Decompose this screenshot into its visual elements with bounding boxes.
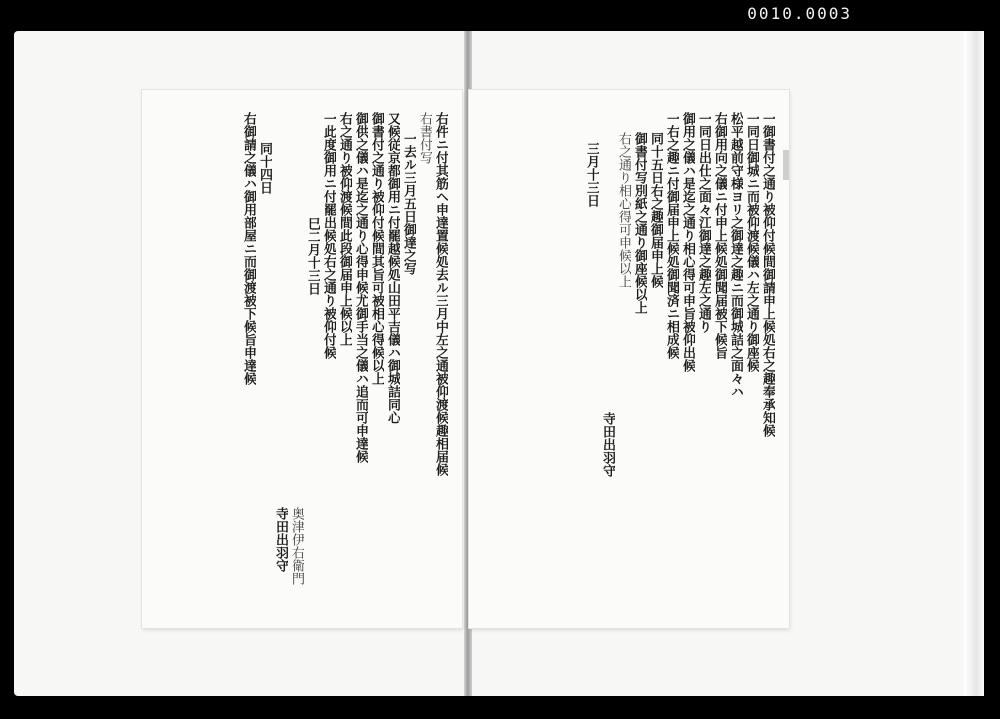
text-column: 御書付之通り被仰付候間其旨可被相心得候以上 xyxy=(369,112,384,385)
text-column: 一此度御用ニ付罷出候処右之通り被仰付候 xyxy=(321,112,336,359)
signature-column: 奥津伊右衛門 xyxy=(289,507,304,585)
signature-column: 寺田出羽守 xyxy=(273,507,288,572)
date-column: 三月十三日 xyxy=(584,142,599,207)
text-column: 右御用向之儀ニ付申上候処御聞届被下候旨 xyxy=(712,112,727,359)
sheet-edge xyxy=(964,31,984,696)
date-column: 同十四日 xyxy=(257,142,272,194)
date-column: 巳二月十三日 xyxy=(305,217,320,295)
text-column: 一右之趣ニ付御届申上候処御聞済ニ相成候 xyxy=(664,112,679,359)
text-column: 又候従京都御用ニ付罷越候処山田平吉儀ハ御城詰同心 xyxy=(385,112,400,424)
signature-column: 寺田出羽守 xyxy=(600,412,615,477)
text-column: 御用之儀ハ是迄之通り相心得可申旨被仰出候 xyxy=(680,112,695,372)
text-column: 右書付写 xyxy=(417,112,432,164)
text-column: 一御書付之通り被仰付候間御請申上候処右之趣奉承知候 xyxy=(760,112,775,437)
text-column: 右件ニ付其筋ヘ申達置候処去ル三月中左之通被仰渡候趣相届候 xyxy=(433,112,448,476)
text-column: 一同日出仕之面々江御達之趣左之通り xyxy=(696,112,711,333)
left-page-columns xyxy=(156,112,448,618)
right-page-columns xyxy=(483,112,775,618)
text-column: 一同日御城ニ而被仰渡候儀ハ左之通り御座候 xyxy=(744,112,759,372)
text-column: 一去ル三月五日御達之写 xyxy=(401,132,416,275)
left-page xyxy=(142,90,462,628)
text-column: 松平越前守様ヨリ之御達之趣ニ而御城詰之面々ハ xyxy=(728,112,743,398)
frame-number: 0010.0003 xyxy=(747,4,852,23)
right-page xyxy=(469,90,789,628)
text-column: 右御請之儀ハ御用部屋ニ而御渡被下候旨申達候 xyxy=(241,112,256,385)
text-column: 御書付写別紙之通り御座候以上 xyxy=(632,132,647,314)
text-column: 右之通り相心得可申候以上 xyxy=(616,132,631,288)
text-column: 同十五日右之趣御届申上候 xyxy=(648,132,663,288)
text-column: 御供之儀ハ是迄之通り心得申候尤御手当之儀ハ追而可申達候 xyxy=(353,112,368,463)
text-column: 右之通り被仰渡候間此段御届申上候以上 xyxy=(337,112,352,346)
